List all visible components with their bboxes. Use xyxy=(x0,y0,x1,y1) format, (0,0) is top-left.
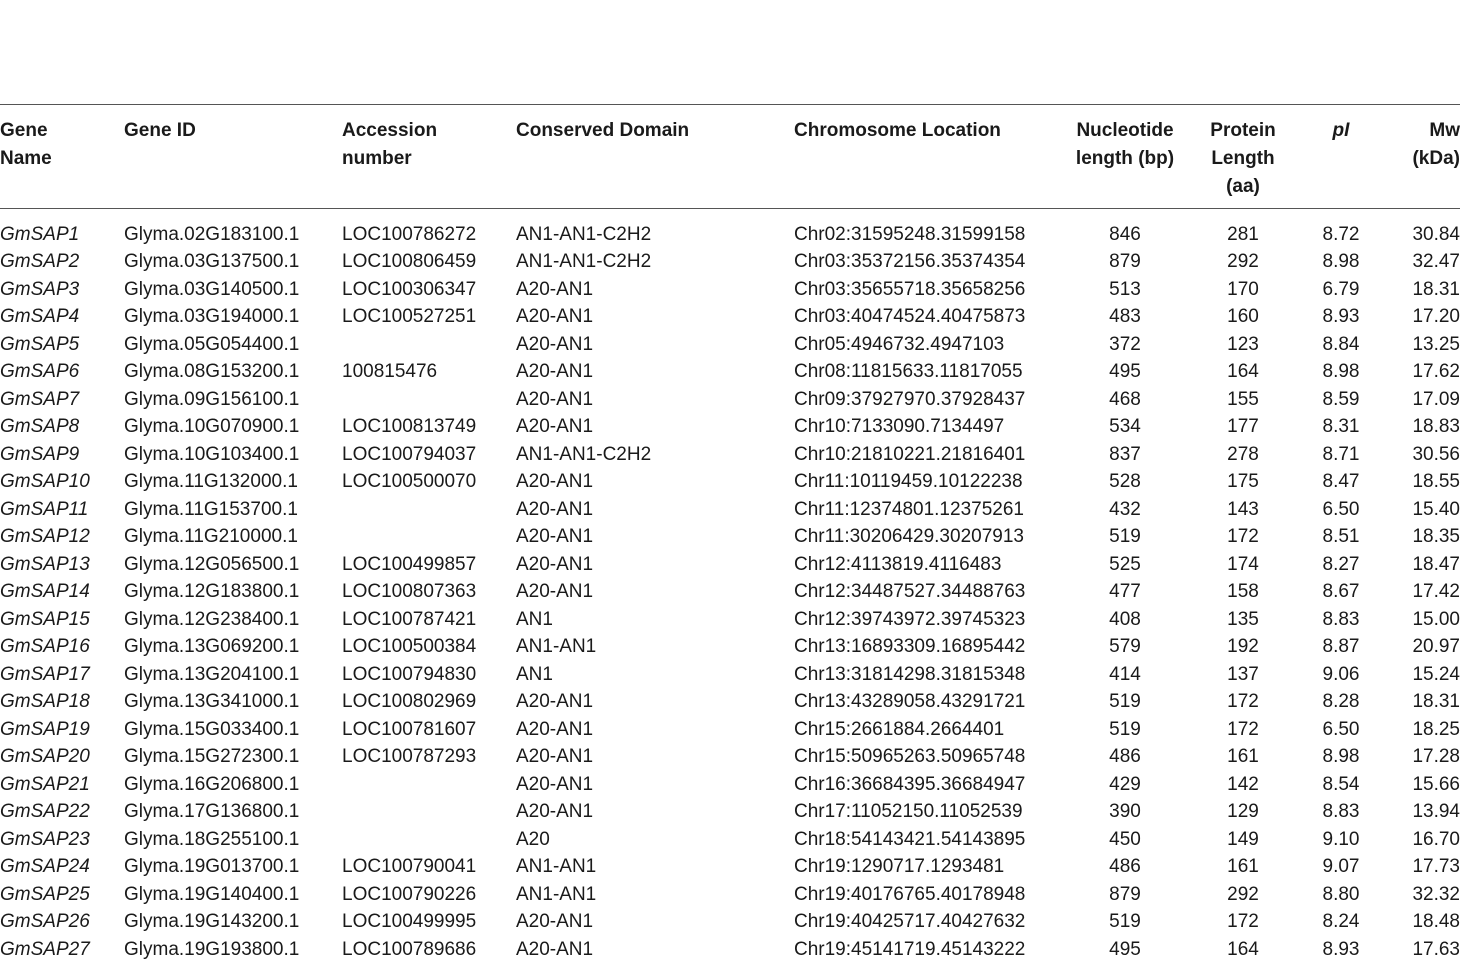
location-cell: Chr03:35655718.35658256 xyxy=(794,276,1064,304)
accession-cell: LOC100500384 xyxy=(342,633,516,661)
mw-cell: 17.42 xyxy=(1382,578,1460,606)
nucleotide-cell: 408 xyxy=(1064,606,1186,634)
gene-name-cell: GmSAP3 xyxy=(0,276,124,304)
gene-name-cell: GmSAP9 xyxy=(0,441,124,469)
table-row xyxy=(0,688,1460,716)
domain-cell: AN1-AN1-C2H2 xyxy=(516,248,794,276)
header-row xyxy=(0,104,1460,208)
domain-cell: AN1-AN1 xyxy=(516,633,794,661)
location-cell: Chr09:37927970.37928437 xyxy=(794,386,1064,414)
pi-cell: 8.93 xyxy=(1300,303,1382,331)
location-cell: Chr10:21810221.21816401 xyxy=(794,441,1064,469)
gene-name-cell: GmSAP17 xyxy=(0,661,124,689)
protein-cell: 161 xyxy=(1186,853,1300,881)
protein-cell: 175 xyxy=(1186,468,1300,496)
table-row xyxy=(0,248,1460,276)
gene-id-cell: Glyma.13G204100.1 xyxy=(124,661,342,689)
nucleotide-cell: 483 xyxy=(1064,303,1186,331)
location-cell: Chr11:10119459.10122238 xyxy=(794,468,1064,496)
gene-id-cell: Glyma.11G132000.1 xyxy=(124,468,342,496)
gene-name-cell: GmSAP6 xyxy=(0,358,124,386)
location-cell: Chr19:40425717.40427632 xyxy=(794,908,1064,936)
domain-cell: A20-AN1 xyxy=(516,413,794,441)
table-row xyxy=(0,208,1460,248)
mw-cell: 17.28 xyxy=(1382,743,1460,771)
domain-cell: AN1 xyxy=(516,661,794,689)
domain-cell: AN1-AN1-C2H2 xyxy=(516,208,794,248)
protein-cell: 278 xyxy=(1186,441,1300,469)
nucleotide-cell: 519 xyxy=(1064,688,1186,716)
table-body xyxy=(0,208,1460,963)
table-row xyxy=(0,633,1460,661)
gene-id-cell: Glyma.11G210000.1 xyxy=(124,523,342,551)
accession-cell xyxy=(342,523,516,551)
nucleotide-cell: 495 xyxy=(1064,936,1186,963)
domain-cell: A20-AN1 xyxy=(516,771,794,799)
protein-cell: 170 xyxy=(1186,276,1300,304)
location-cell: Chr19:45141719.45143222 xyxy=(794,936,1064,963)
protein-cell: 164 xyxy=(1186,936,1300,963)
nucleotide-cell: 837 xyxy=(1064,441,1186,469)
nucleotide-cell: 450 xyxy=(1064,826,1186,854)
gene-name-cell: GmSAP26 xyxy=(0,908,124,936)
location-cell: Chr11:30206429.30207913 xyxy=(794,523,1064,551)
domain-cell: A20-AN1 xyxy=(516,798,794,826)
accession-cell: LOC100499995 xyxy=(342,908,516,936)
nucleotide-cell: 519 xyxy=(1064,908,1186,936)
nucleotide-cell: 846 xyxy=(1064,208,1186,248)
location-cell: Chr10:7133090.7134497 xyxy=(794,413,1064,441)
protein-cell: 161 xyxy=(1186,743,1300,771)
accession-cell: LOC100813749 xyxy=(342,413,516,441)
table-row xyxy=(0,936,1460,963)
gene-id-cell: Glyma.17G136800.1 xyxy=(124,798,342,826)
gene-name-cell: GmSAP5 xyxy=(0,331,124,359)
mw-cell: 18.35 xyxy=(1382,523,1460,551)
gene-name-cell: GmSAP11 xyxy=(0,496,124,524)
protein-cell: 137 xyxy=(1186,661,1300,689)
protein-cell: 160 xyxy=(1186,303,1300,331)
accession-cell xyxy=(342,496,516,524)
pi-cell: 8.80 xyxy=(1300,881,1382,909)
table-row xyxy=(0,908,1460,936)
pi-cell: 8.98 xyxy=(1300,743,1382,771)
gene-name-cell: GmSAP1 xyxy=(0,208,124,248)
gene-id-cell: Glyma.03G194000.1 xyxy=(124,303,342,331)
pi-cell: 8.28 xyxy=(1300,688,1382,716)
top-rule xyxy=(0,0,1460,104)
gene-name-cell: GmSAP27 xyxy=(0,936,124,963)
location-cell: Chr13:16893309.16895442 xyxy=(794,633,1064,661)
accession-cell: LOC100802969 xyxy=(342,688,516,716)
mw-cell: 15.24 xyxy=(1382,661,1460,689)
pi-cell: 6.50 xyxy=(1300,716,1382,744)
mw-cell: 16.70 xyxy=(1382,826,1460,854)
gene-name-cell: GmSAP16 xyxy=(0,633,124,661)
table-row xyxy=(0,881,1460,909)
gene-id-cell: Glyma.13G341000.1 xyxy=(124,688,342,716)
pi-cell: 8.24 xyxy=(1300,908,1382,936)
accession-cell: LOC100807363 xyxy=(342,578,516,606)
nucleotide-cell: 468 xyxy=(1064,386,1186,414)
accession-cell: LOC100786272 xyxy=(342,208,516,248)
gene-id-cell: Glyma.12G183800.1 xyxy=(124,578,342,606)
accession-cell: LOC100499857 xyxy=(342,551,516,579)
mw-cell: 15.00 xyxy=(1382,606,1460,634)
nucleotide-cell: 414 xyxy=(1064,661,1186,689)
protein-cell: 143 xyxy=(1186,496,1300,524)
mw-cell: 18.25 xyxy=(1382,716,1460,744)
pi-cell: 8.27 xyxy=(1300,551,1382,579)
domain-cell: A20-AN1 xyxy=(516,743,794,771)
mw-cell: 18.55 xyxy=(1382,468,1460,496)
table-row xyxy=(0,441,1460,469)
location-cell: Chr03:40474524.40475873 xyxy=(794,303,1064,331)
accession-cell: 100815476 xyxy=(342,358,516,386)
header-domain: Conserved Domain xyxy=(516,104,794,208)
location-cell: Chr13:31814298.31815348 xyxy=(794,661,1064,689)
mw-cell: 17.73 xyxy=(1382,853,1460,881)
domain-cell: AN1-AN1-C2H2 xyxy=(516,441,794,469)
gene-id-cell: Glyma.02G183100.1 xyxy=(124,208,342,248)
mw-cell: 32.32 xyxy=(1382,881,1460,909)
table-row xyxy=(0,523,1460,551)
accession-cell xyxy=(342,386,516,414)
protein-cell: 123 xyxy=(1186,331,1300,359)
gene-id-cell: Glyma.10G070900.1 xyxy=(124,413,342,441)
table-row xyxy=(0,331,1460,359)
gene-id-cell: Glyma.05G054400.1 xyxy=(124,331,342,359)
location-cell: Chr16:36684395.36684947 xyxy=(794,771,1064,799)
pi-cell: 6.79 xyxy=(1300,276,1382,304)
pi-cell: 8.51 xyxy=(1300,523,1382,551)
pi-cell: 8.83 xyxy=(1300,798,1382,826)
nucleotide-cell: 519 xyxy=(1064,716,1186,744)
gene-name-cell: GmSAP23 xyxy=(0,826,124,854)
domain-cell: A20-AN1 xyxy=(516,716,794,744)
gene-id-cell: Glyma.03G137500.1 xyxy=(124,248,342,276)
pi-cell: 6.50 xyxy=(1300,496,1382,524)
gene-id-cell: Glyma.13G069200.1 xyxy=(124,633,342,661)
table-row xyxy=(0,826,1460,854)
domain-cell: A20-AN1 xyxy=(516,496,794,524)
location-cell: Chr15:50965263.50965748 xyxy=(794,743,1064,771)
mw-cell: 13.25 xyxy=(1382,331,1460,359)
domain-cell: AN1-AN1 xyxy=(516,881,794,909)
gene-id-cell: Glyma.16G206800.1 xyxy=(124,771,342,799)
location-cell: Chr12:34487527.34488763 xyxy=(794,578,1064,606)
accession-cell: LOC100787421 xyxy=(342,606,516,634)
table-row xyxy=(0,661,1460,689)
gene-name-cell: GmSAP19 xyxy=(0,716,124,744)
nucleotide-cell: 513 xyxy=(1064,276,1186,304)
accession-cell: LOC100790226 xyxy=(342,881,516,909)
location-cell: Chr19:1290717.1293481 xyxy=(794,853,1064,881)
nucleotide-cell: 432 xyxy=(1064,496,1186,524)
nucleotide-cell: 525 xyxy=(1064,551,1186,579)
mw-cell: 30.56 xyxy=(1382,441,1460,469)
table-row xyxy=(0,386,1460,414)
nucleotide-cell: 579 xyxy=(1064,633,1186,661)
header-mw-label: Mw (kDa) xyxy=(1404,117,1460,173)
gene-id-cell: Glyma.03G140500.1 xyxy=(124,276,342,304)
header-nucleotide xyxy=(1064,104,1186,208)
gene-id-cell: Glyma.19G013700.1 xyxy=(124,853,342,881)
protein-cell: 135 xyxy=(1186,606,1300,634)
domain-cell: A20-AN1 xyxy=(516,303,794,331)
location-cell: Chr11:12374801.12375261 xyxy=(794,496,1064,524)
header-gene-name xyxy=(0,104,124,208)
mw-cell: 18.31 xyxy=(1382,276,1460,304)
domain-cell: A20-AN1 xyxy=(516,523,794,551)
table-row xyxy=(0,551,1460,579)
gene-id-cell: Glyma.10G103400.1 xyxy=(124,441,342,469)
pi-cell: 8.98 xyxy=(1300,248,1382,276)
protein-cell: 164 xyxy=(1186,358,1300,386)
gene-name-cell: GmSAP10 xyxy=(0,468,124,496)
gene-name-cell: GmSAP25 xyxy=(0,881,124,909)
nucleotide-cell: 390 xyxy=(1064,798,1186,826)
domain-cell: A20-AN1 xyxy=(516,578,794,606)
protein-cell: 192 xyxy=(1186,633,1300,661)
domain-cell: A20-AN1 xyxy=(516,331,794,359)
gene-id-cell: Glyma.19G143200.1 xyxy=(124,908,342,936)
mw-cell: 15.66 xyxy=(1382,771,1460,799)
accession-cell: LOC100500070 xyxy=(342,468,516,496)
protein-cell: 129 xyxy=(1186,798,1300,826)
pi-cell: 8.83 xyxy=(1300,606,1382,634)
domain-cell: A20-AN1 xyxy=(516,551,794,579)
pi-cell: 8.54 xyxy=(1300,771,1382,799)
table-row xyxy=(0,496,1460,524)
table-row xyxy=(0,358,1460,386)
protein-cell: 281 xyxy=(1186,208,1300,248)
table-row xyxy=(0,468,1460,496)
location-cell: Chr12:39743972.39745323 xyxy=(794,606,1064,634)
pi-cell: 8.93 xyxy=(1300,936,1382,963)
location-cell: Chr18:54143421.54143895 xyxy=(794,826,1064,854)
pi-cell: 8.71 xyxy=(1300,441,1382,469)
mw-cell: 30.84 xyxy=(1382,208,1460,248)
domain-cell: A20-AN1 xyxy=(516,688,794,716)
table-row xyxy=(0,771,1460,799)
location-cell: Chr02:31595248.31599158 xyxy=(794,208,1064,248)
domain-cell: A20-AN1 xyxy=(516,908,794,936)
domain-cell: A20-AN1 xyxy=(516,276,794,304)
accession-cell: LOC100527251 xyxy=(342,303,516,331)
location-cell: Chr13:43289058.43291721 xyxy=(794,688,1064,716)
pi-cell: 9.07 xyxy=(1300,853,1382,881)
protein-cell: 174 xyxy=(1186,551,1300,579)
accession-cell: LOC100806459 xyxy=(342,248,516,276)
accession-cell: LOC100794037 xyxy=(342,441,516,469)
mw-cell: 15.40 xyxy=(1382,496,1460,524)
pi-cell: 8.67 xyxy=(1300,578,1382,606)
table-row xyxy=(0,743,1460,771)
nucleotide-cell: 495 xyxy=(1064,358,1186,386)
gene-id-cell: Glyma.15G033400.1 xyxy=(124,716,342,744)
gene-name-cell: GmSAP18 xyxy=(0,688,124,716)
nucleotide-cell: 486 xyxy=(1064,853,1186,881)
protein-cell: 142 xyxy=(1186,771,1300,799)
nucleotide-cell: 528 xyxy=(1064,468,1186,496)
gene-id-cell: Glyma.12G238400.1 xyxy=(124,606,342,634)
nucleotide-cell: 477 xyxy=(1064,578,1186,606)
domain-cell: AN1 xyxy=(516,606,794,634)
protein-cell: 172 xyxy=(1186,716,1300,744)
gene-id-cell: Glyma.19G140400.1 xyxy=(124,881,342,909)
location-cell: Chr05:4946732.4947103 xyxy=(794,331,1064,359)
gene-id-cell: Glyma.12G056500.1 xyxy=(124,551,342,579)
nucleotide-cell: 486 xyxy=(1064,743,1186,771)
gene-name-cell: GmSAP13 xyxy=(0,551,124,579)
location-cell: Chr12:4113819.4116483 xyxy=(794,551,1064,579)
pi-cell: 8.87 xyxy=(1300,633,1382,661)
domain-cell: A20-AN1 xyxy=(516,936,794,963)
gene-name-cell: GmSAP8 xyxy=(0,413,124,441)
pi-cell: 8.31 xyxy=(1300,413,1382,441)
protein-cell: 155 xyxy=(1186,386,1300,414)
accession-cell: LOC100781607 xyxy=(342,716,516,744)
gene-name-cell: GmSAP12 xyxy=(0,523,124,551)
mw-cell: 18.31 xyxy=(1382,688,1460,716)
location-cell: Chr19:40176765.40178948 xyxy=(794,881,1064,909)
protein-cell: 158 xyxy=(1186,578,1300,606)
mw-cell: 17.62 xyxy=(1382,358,1460,386)
accession-cell: LOC100787293 xyxy=(342,743,516,771)
nucleotide-cell: 372 xyxy=(1064,331,1186,359)
accession-cell xyxy=(342,798,516,826)
location-cell: Chr03:35372156.35374354 xyxy=(794,248,1064,276)
domain-cell: A20-AN1 xyxy=(516,386,794,414)
mw-cell: 17.63 xyxy=(1382,936,1460,963)
mw-cell: 32.47 xyxy=(1382,248,1460,276)
domain-cell: A20 xyxy=(516,826,794,854)
protein-cell: 172 xyxy=(1186,523,1300,551)
protein-cell: 292 xyxy=(1186,248,1300,276)
gene-id-cell: Glyma.19G193800.1 xyxy=(124,936,342,963)
gene-id-cell: Glyma.18G255100.1 xyxy=(124,826,342,854)
gene-name-cell: GmSAP14 xyxy=(0,578,124,606)
header-pi xyxy=(1300,104,1382,208)
nucleotide-cell: 879 xyxy=(1064,881,1186,909)
accession-cell xyxy=(342,331,516,359)
header-gene-name-label: Gene Name xyxy=(0,117,70,173)
gene-id-cell: Glyma.11G153700.1 xyxy=(124,496,342,524)
table-row xyxy=(0,276,1460,304)
table-row xyxy=(0,413,1460,441)
domain-cell: AN1-AN1 xyxy=(516,853,794,881)
pi-cell: 8.72 xyxy=(1300,208,1382,248)
nucleotide-cell: 519 xyxy=(1064,523,1186,551)
accession-cell: LOC100794830 xyxy=(342,661,516,689)
nucleotide-cell: 879 xyxy=(1064,248,1186,276)
location-cell: Chr15:2661884.2664401 xyxy=(794,716,1064,744)
mw-cell: 18.47 xyxy=(1382,551,1460,579)
pi-cell: 8.47 xyxy=(1300,468,1382,496)
protein-cell: 177 xyxy=(1186,413,1300,441)
accession-cell xyxy=(342,826,516,854)
table-row xyxy=(0,303,1460,331)
nucleotide-cell: 534 xyxy=(1064,413,1186,441)
protein-cell: 172 xyxy=(1186,688,1300,716)
gene-name-cell: GmSAP22 xyxy=(0,798,124,826)
gene-id-cell: Glyma.08G153200.1 xyxy=(124,358,342,386)
mw-cell: 13.94 xyxy=(1382,798,1460,826)
accession-cell: LOC100789686 xyxy=(342,936,516,963)
gene-name-cell: GmSAP2 xyxy=(0,248,124,276)
gene-name-cell: GmSAP20 xyxy=(0,743,124,771)
protein-cell: 149 xyxy=(1186,826,1300,854)
gene-id-cell: Glyma.09G156100.1 xyxy=(124,386,342,414)
gene-name-cell: GmSAP15 xyxy=(0,606,124,634)
gene-name-cell: GmSAP4 xyxy=(0,303,124,331)
mw-cell: 20.97 xyxy=(1382,633,1460,661)
table-row xyxy=(0,716,1460,744)
mw-cell: 17.09 xyxy=(1382,386,1460,414)
pi-cell: 9.06 xyxy=(1300,661,1382,689)
gene-name-cell: GmSAP21 xyxy=(0,771,124,799)
table-row xyxy=(0,853,1460,881)
mw-cell: 18.48 xyxy=(1382,908,1460,936)
header-location: Chromosome Location xyxy=(794,104,1064,208)
pi-cell: 9.10 xyxy=(1300,826,1382,854)
location-cell: Chr08:11815633.11817055 xyxy=(794,358,1064,386)
mw-cell: 18.83 xyxy=(1382,413,1460,441)
header-nucleotide-label: Nucleotide length (bp) xyxy=(1070,117,1180,173)
header-pi-label: pI xyxy=(1333,120,1350,141)
header-protein-label: Protein Length (aa) xyxy=(1203,117,1283,201)
nucleotide-cell: 429 xyxy=(1064,771,1186,799)
accession-cell: LOC100306347 xyxy=(342,276,516,304)
protein-cell: 292 xyxy=(1186,881,1300,909)
domain-cell: A20-AN1 xyxy=(516,468,794,496)
gene-name-cell: GmSAP24 xyxy=(0,853,124,881)
header-accession-label: Accession number xyxy=(342,117,452,173)
table-row xyxy=(0,578,1460,606)
mw-cell: 17.20 xyxy=(1382,303,1460,331)
table-row xyxy=(0,798,1460,826)
gene-id-cell: Glyma.15G272300.1 xyxy=(124,743,342,771)
accession-cell xyxy=(342,771,516,799)
gene-name-cell: GmSAP7 xyxy=(0,386,124,414)
domain-cell: A20-AN1 xyxy=(516,358,794,386)
table-row xyxy=(0,606,1460,634)
pi-cell: 8.98 xyxy=(1300,358,1382,386)
location-cell: Chr17:11052150.11052539 xyxy=(794,798,1064,826)
header-mw xyxy=(1382,104,1460,208)
header-gene-id: Gene ID xyxy=(124,104,342,208)
accession-cell: LOC100790041 xyxy=(342,853,516,881)
protein-cell: 172 xyxy=(1186,908,1300,936)
pi-cell: 8.84 xyxy=(1300,331,1382,359)
header-accession xyxy=(342,104,516,208)
pi-cell: 8.59 xyxy=(1300,386,1382,414)
header-protein xyxy=(1186,104,1300,208)
